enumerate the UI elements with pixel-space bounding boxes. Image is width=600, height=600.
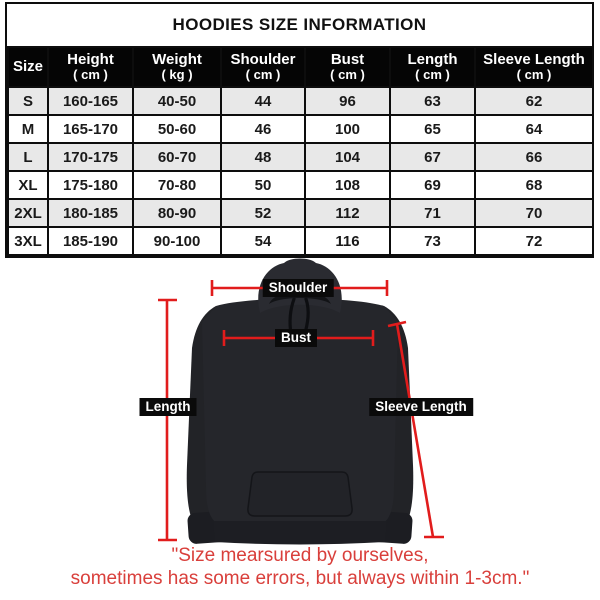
table-cell: 112 bbox=[305, 199, 390, 227]
table-cell: 60-70 bbox=[133, 143, 221, 171]
table-cell: 175-180 bbox=[48, 171, 133, 199]
table-cell: L bbox=[8, 143, 48, 171]
disclaimer-line-1: "Size mearsured by ourselves, bbox=[171, 545, 429, 566]
table-cell: 70 bbox=[475, 199, 593, 227]
table-cell: 2XL bbox=[8, 199, 48, 227]
measurement-disclaimer bbox=[0, 545, 600, 590]
table-cell: 3XL bbox=[8, 227, 48, 255]
table-cell: 73 bbox=[390, 227, 475, 255]
table-cell: 165-170 bbox=[48, 115, 133, 143]
page-title: HOODIES SIZE INFORMATION bbox=[7, 4, 592, 46]
table-cell: 180-185 bbox=[48, 199, 133, 227]
table-cell: 104 bbox=[305, 143, 390, 171]
table-cell: 116 bbox=[305, 227, 390, 255]
length-measure-line bbox=[158, 300, 177, 540]
table-cell: 160-165 bbox=[48, 87, 133, 115]
table-cell: 96 bbox=[305, 87, 390, 115]
table-cell: 72 bbox=[475, 227, 593, 255]
table-cell: 185-190 bbox=[48, 227, 133, 255]
table-cell: 54 bbox=[221, 227, 305, 255]
table-cell: 44 bbox=[221, 87, 305, 115]
col-header-sleeve-length: Sleeve Length ( cm ) bbox=[475, 47, 593, 87]
col-header-height: Height ( cm ) bbox=[48, 47, 133, 87]
table-cell: 67 bbox=[390, 143, 475, 171]
table-cell: 66 bbox=[475, 143, 593, 171]
table-cell: 40-50 bbox=[133, 87, 221, 115]
table-cell: 64 bbox=[475, 115, 593, 143]
table-cell: 80-90 bbox=[133, 199, 221, 227]
disclaimer-line-2: sometimes has some errors, but always within 1-3cm." bbox=[70, 567, 530, 589]
table-cell: 100 bbox=[305, 115, 390, 143]
col-header-size: Size bbox=[8, 47, 48, 87]
col-header-shoulder: Shoulder ( cm ) bbox=[221, 47, 305, 87]
shoulder-label: Shoulder bbox=[263, 279, 334, 297]
table-cell: 50 bbox=[221, 171, 305, 199]
hoodie-pocket bbox=[248, 472, 352, 516]
table-cell: 52 bbox=[221, 199, 305, 227]
table-cell: 68 bbox=[475, 171, 593, 199]
table-cell: 90-100 bbox=[133, 227, 221, 255]
hoodie-hem-band bbox=[213, 521, 387, 545]
table-cell: 65 bbox=[390, 115, 475, 143]
col-header-bust: Bust ( cm ) bbox=[305, 47, 390, 87]
table-cell: 46 bbox=[221, 115, 305, 143]
table-cell: 108 bbox=[305, 171, 390, 199]
table-cell: 50-60 bbox=[133, 115, 221, 143]
col-header-length: Length ( cm ) bbox=[390, 47, 475, 87]
bust-label: Bust bbox=[275, 329, 317, 347]
table-cell: XL bbox=[8, 171, 48, 199]
table-cell: 71 bbox=[390, 199, 475, 227]
col-header-weight: Weight ( kg ) bbox=[133, 47, 221, 87]
table-cell: 70-80 bbox=[133, 171, 221, 199]
sleeve-length-label: Sleeve Length bbox=[369, 398, 473, 416]
table-cell: 62 bbox=[475, 87, 593, 115]
table-cell: 63 bbox=[390, 87, 475, 115]
table-cell: 48 bbox=[221, 143, 305, 171]
table-cell: S bbox=[8, 87, 48, 115]
table-cell: M bbox=[8, 115, 48, 143]
length-label: Length bbox=[140, 398, 197, 416]
table-cell: 170-175 bbox=[48, 143, 133, 171]
table-cell: 69 bbox=[390, 171, 475, 199]
